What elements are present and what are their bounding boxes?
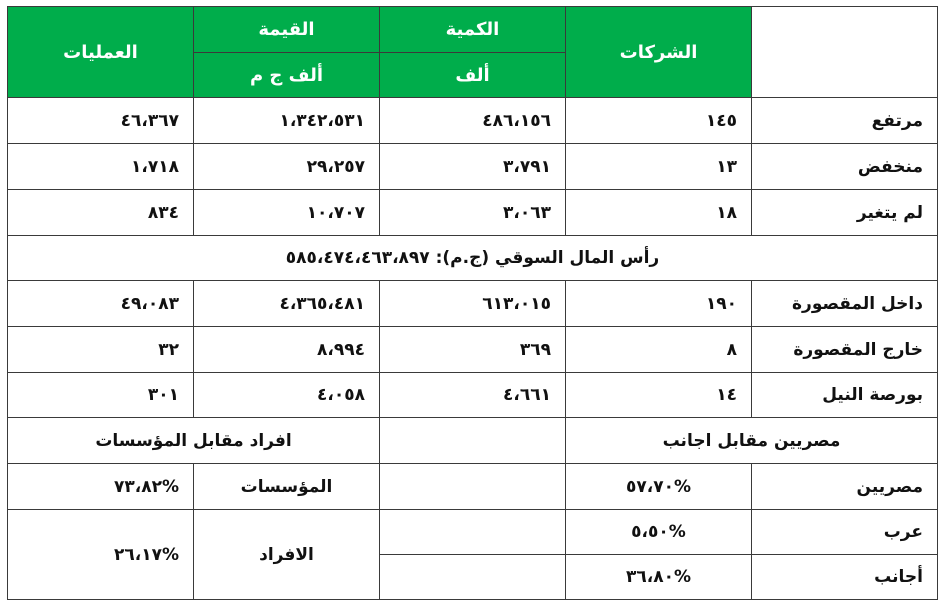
cell-companies: ١٤	[566, 373, 752, 418]
cell-quantity: ٣٦٩	[380, 327, 566, 373]
cell-value: ٤،٣٦٥،٤٨١	[194, 281, 380, 327]
investor-type-title: افراد مقابل المؤسسات	[8, 418, 380, 464]
header-quantity: الكمية	[380, 7, 566, 53]
table-row	[8, 190, 938, 236]
nationality-value-egyptians: %٥٧،٧٠	[566, 464, 752, 510]
cell-quantity: ٦١٣،٠١٥	[380, 281, 566, 327]
nationality-value-arabs: %٥،٥٠	[566, 510, 752, 555]
spacer-cell	[380, 555, 566, 600]
investor-value-institutions: %٧٣،٨٢	[8, 464, 194, 510]
row-label-unchanged: لم يتغير	[752, 190, 938, 236]
cell-companies: ١٩٠	[566, 281, 752, 327]
header-value-unit: ألف ج م	[194, 53, 380, 98]
row-label-nile-exchange: بورصة النيل	[752, 373, 938, 418]
cell-companies: ١٨	[566, 190, 752, 236]
row-label-up: مرتفع	[752, 98, 938, 144]
cell-companies: ١٤٥	[566, 98, 752, 144]
nationality-title: مصريين مقابل اجانب	[566, 418, 938, 464]
header-trades: العمليات	[8, 7, 194, 98]
cell-trades: ٣٠١	[8, 373, 194, 418]
cell-quantity: ٣،٠٦٣	[380, 190, 566, 236]
investor-label-institutions: المؤسسات	[194, 464, 380, 510]
cell-trades: ٨٣٤	[8, 190, 194, 236]
market-summary-table	[7, 6, 938, 600]
spacer-cell	[380, 464, 566, 510]
table-row	[8, 373, 938, 418]
cell-companies: ٨	[566, 327, 752, 373]
cell-trades: ٤٩،٠٨٣	[8, 281, 194, 327]
table-row	[8, 98, 938, 144]
investor-label-individuals: الافراد	[194, 510, 380, 600]
nationality-label-arabs: عرب	[752, 510, 938, 555]
breakdown-row	[8, 464, 938, 510]
cell-value: ٨،٩٩٤	[194, 327, 380, 373]
market-cap-text: رأس المال السوقي (ج.م): ٥٨٥،٤٧٤،٤٦٣،٨٩٧	[8, 236, 938, 281]
row-label-off-market: خارج المقصورة	[752, 327, 938, 373]
row-label-down: منخفض	[752, 144, 938, 190]
cell-quantity: ٣،٧٩١	[380, 144, 566, 190]
breakdown-row	[8, 510, 938, 555]
table-row	[8, 327, 938, 373]
cell-value: ١٠،٧٠٧	[194, 190, 380, 236]
spacer-cell	[380, 510, 566, 555]
cell-trades: ١،٧١٨	[8, 144, 194, 190]
cell-quantity: ٤٨٦،١٥٦	[380, 98, 566, 144]
nationality-label-egyptians: مصريين	[752, 464, 938, 510]
table-row	[8, 281, 938, 327]
nationality-value-foreigners: %٣٦،٨٠	[566, 555, 752, 600]
cell-value: ٢٩،٢٥٧	[194, 144, 380, 190]
investor-value-individuals: %٢٦،١٧	[8, 510, 194, 600]
header-quantity-unit: ألف	[380, 53, 566, 98]
cell-quantity: ٤،٦٦١	[380, 373, 566, 418]
spacer-cell	[380, 418, 566, 464]
cell-companies: ١٣	[566, 144, 752, 190]
cell-value: ١،٣٤٢،٥٣١	[194, 98, 380, 144]
row-label-main-market: داخل المقصورة	[752, 281, 938, 327]
breakdown-title-row	[8, 418, 938, 464]
cell-trades: ٣٢	[8, 327, 194, 373]
cell-value: ٤،٠٥٨	[194, 373, 380, 418]
header-corner-cell	[752, 7, 938, 98]
header-companies: الشركات	[566, 7, 752, 98]
header-row-top	[8, 7, 938, 53]
cell-trades: ٤٦،٣٦٧	[8, 98, 194, 144]
market-cap-row	[8, 236, 938, 281]
header-value: القيمة	[194, 7, 380, 53]
nationality-label-foreigners: أجانب	[752, 555, 938, 600]
table-row	[8, 144, 938, 190]
